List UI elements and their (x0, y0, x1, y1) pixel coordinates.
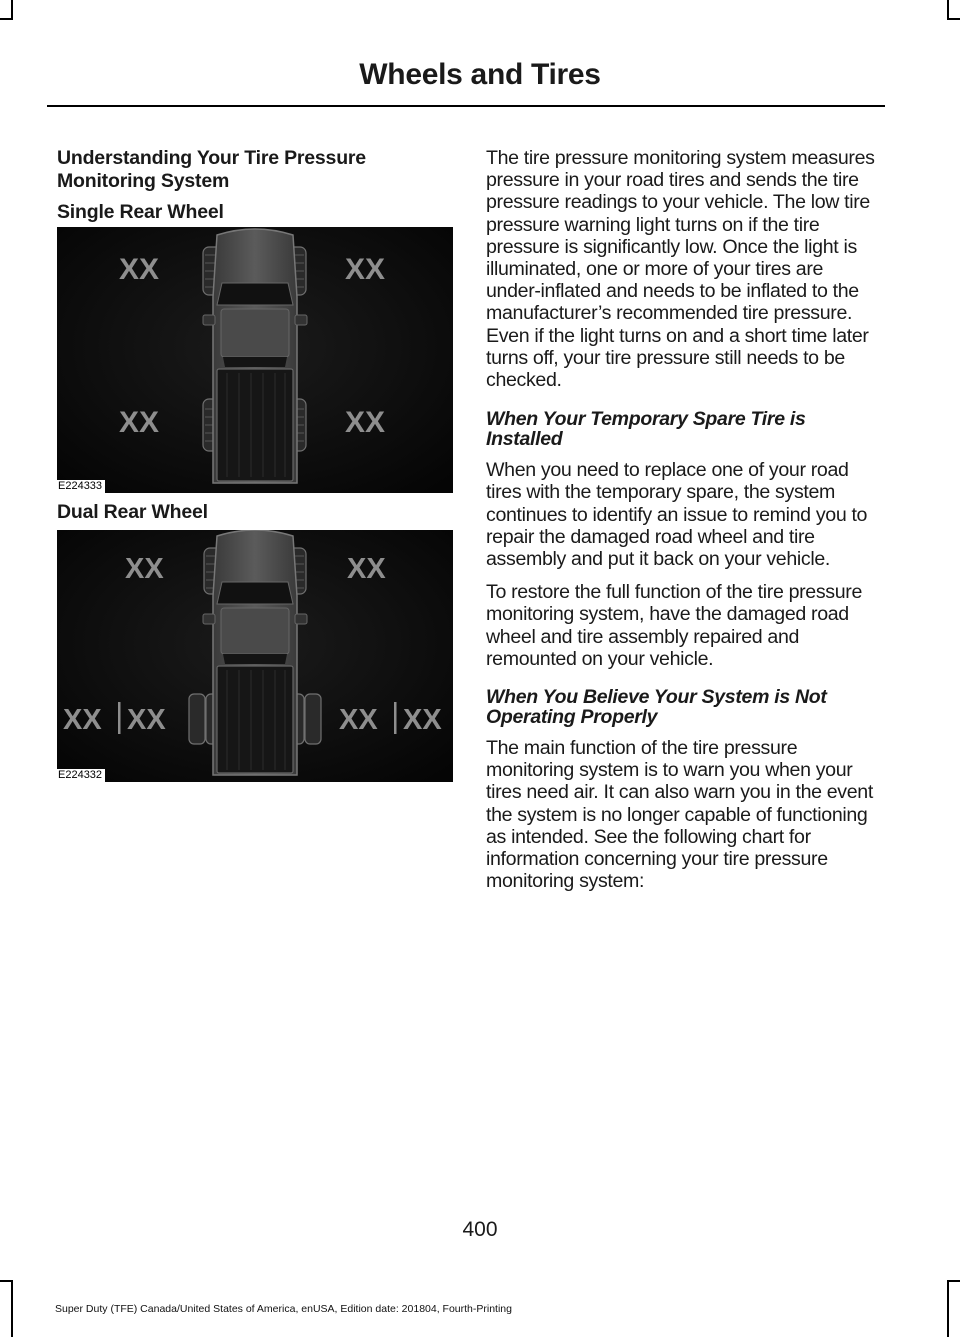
tire-icon (305, 694, 321, 744)
title-divider (47, 105, 885, 107)
figure-id: E224333 (57, 480, 105, 493)
tire-pressure-label: XX (347, 553, 386, 585)
dual-separator (394, 702, 397, 734)
crop-mark-top-right-h (947, 18, 960, 20)
spare-tire-heading: When Your Temporary Spare Tire is Installed (486, 408, 806, 451)
dual-separator (118, 702, 121, 734)
section-heading: Understanding Your Tire Pressure Monitoring System (57, 147, 366, 192)
single-rear-wheel-figure (57, 227, 453, 493)
spare-tire-paragraph: When you need to replace one of your road tires with the temporary spare, the system continues to identify an issue to remind you to repair the damaged road wheel and tire assembly and put it back on your vehicle. (486, 459, 868, 571)
figure-id: E224332 (57, 769, 105, 782)
tire-pressure-label: XX (339, 704, 378, 736)
crop-mark-top-right-v (947, 0, 949, 20)
tire-pressure-label: XX (403, 704, 442, 736)
tire-icon (189, 694, 205, 744)
crop-mark-bottom-left-v (11, 1280, 13, 1337)
tire-pressure-label: XX (119, 253, 160, 286)
tire-pressure-label: XX (119, 406, 160, 439)
tire-pressure-label: XX (345, 253, 386, 286)
page-title: Wheels and Tires (359, 58, 601, 91)
crop-mark-bottom-right-h (947, 1280, 960, 1282)
restore-function-paragraph: To restore the full function of the tire pressure monitoring system, have the damaged road wheel and tire assembly repaired and remounted on your vehicle. (486, 581, 863, 670)
tire-pressure-label: XX (127, 704, 166, 736)
tire-pressure-label: XX (63, 704, 102, 736)
dual-rear-wheel-figure (57, 530, 453, 782)
crop-mark-top-left-h (0, 18, 13, 20)
intro-paragraph: The tire pressure monitoring system measures pressure in your road tires and sends the tire pressure readings to your vehicle. The low tire pressure warning light turns on if the tire pressure is significantly low. Once the light is illuminated, one or more of your tires are under-inflated and needs to be inflated to the manufacturer’s recommended tire pressure. Even if the light turns on and a short time later turns off, your tire pressure still needs to be checked. (486, 147, 875, 392)
system-not-operating-heading: When You Believe Your System is Not Operating Properly (486, 686, 827, 729)
truck-top-view-dual (57, 530, 453, 782)
tire-pressure-label: XX (345, 406, 386, 439)
truck-top-view-single (57, 227, 453, 493)
crop-mark-bottom-left-h (0, 1280, 13, 1282)
page-number: 400 (462, 1218, 498, 1241)
dual-rear-wheel-heading: Dual Rear Wheel (57, 501, 208, 523)
tire-pressure-label: XX (125, 553, 164, 585)
single-rear-wheel-heading: Single Rear Wheel (57, 201, 224, 223)
right-column (486, 147, 882, 892)
left-column (57, 147, 453, 782)
footer-edition: Super Duty (TFE) Canada/United States of America, enUSA, Edition date: 201804, Fourth-Printing (55, 1303, 512, 1315)
crop-mark-top-left-v (11, 0, 13, 20)
crop-mark-bottom-right-v (947, 1280, 949, 1337)
system-paragraph: The main function of the tire pressure monitoring system is to warn you when your tires need air. It can also warn you in the event the system is no longer capable of functioning as intended. See the following chart for information concerning your tire pressure monitoring system: (486, 737, 873, 893)
